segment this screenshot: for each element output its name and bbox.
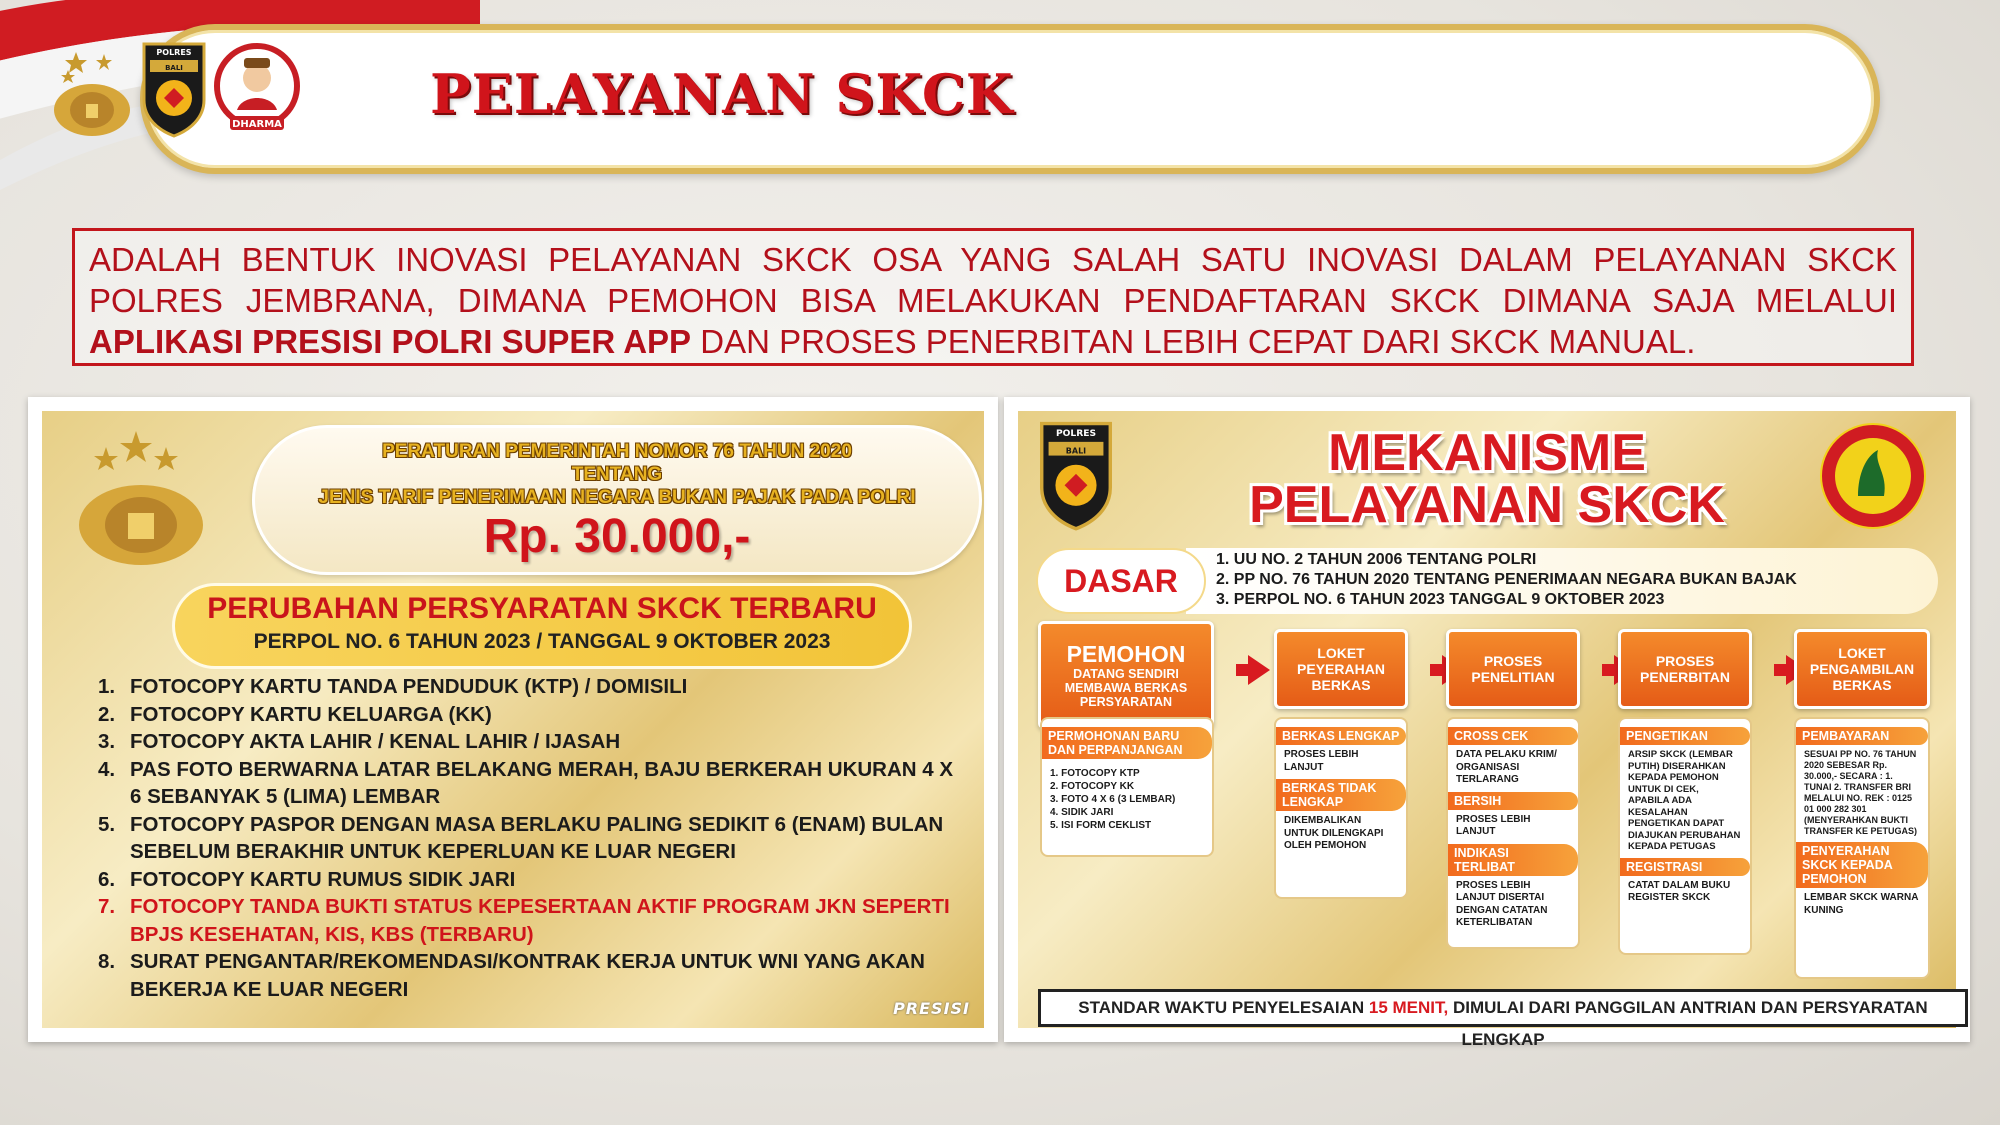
card-pengambilan: PEMBAYARAN SESUAI PP NO. 76 TAHUN 2020 SEBESAR Rp. 30.000,- SECARA : 1. TUNAI 2. TRANSFER BRI MELALUI NO. REK : 0125 01 000 282 301 (MENYERAHKAN BUKTI TRANSFER KE PETUGAS) PENYERAHAN SKCK KEPADA PEMOHON LEMBAR SKCK WARNA KUNING: [1794, 717, 1930, 979]
dharma-mascot-badge-icon: [212, 42, 302, 134]
badge-text-bali: BALI: [1065, 446, 1087, 456]
arrow-right-icon: [1248, 655, 1270, 685]
step-pemohon: [1038, 621, 1214, 729]
presisi-brand: PRESISI: [893, 999, 970, 1018]
requirements-panel: [28, 397, 998, 1042]
page-title: PELAYANAN SKCK: [430, 62, 1014, 126]
regulation-line-2: TENTANG: [571, 464, 663, 485]
requirements-subtitle: PERPOL NO. 6 TAHUN 2023 / TANGGAL 9 OKTOBER 2023: [253, 630, 831, 653]
police-emblem-icon: [66, 425, 216, 575]
police-star-emblem-icon: [46, 44, 138, 144]
intro-description: [72, 228, 1914, 366]
list-item: 5. ISI FORM CEKLIST: [1050, 820, 1152, 831]
polres-jembrana-badge-icon: [140, 40, 208, 138]
card-permohonan-list: [1048, 763, 1206, 836]
mechanism-panel: [1004, 397, 1970, 1049]
card-penerbitan: PENGETIKAN ARSIP SKCK (LEMBAR PUTIH) DISERAHKAN KEPADA PEMOHON UNTUK DI CEK, APABILA ADA KESALAHAN PENGETIKAN DAPAT DIAJUKAN PERUBAHAN KEPADA PETUGAS REGISTRASI CATAT DALAM BUKU REGISTER SKCK: [1618, 717, 1752, 955]
badge-text-bali: BALI: [165, 64, 183, 72]
intro-text-part2: DAN PROSES PENERBITAN LEBIH CEPAT DARI SKCK MANUAL.: [700, 323, 1696, 360]
list-item: 8. SURAT PENGANTAR/REKOMENDASI/KONTRAK KERJA UNTUK WNI YANG AKAN BEKERJA KE LUAR NEGERI: [98, 950, 925, 1001]
card-permohonan: PERMOHONAN BARU DAN PERPANJANGAN 1. FOTOCOPY KTP 2. FOTOCOPY KK 3. FOTO 4 X 6 (3 LEMBAR) 4. SIDIK JARI 5. ISI FORM CEKLIST: [1040, 717, 1214, 857]
service-time-footer: STANDAR WAKTU PENYELESAIAN 15 MENIT, DIMULAI DARI PANGGILAN ANTRIAN DAN PERSYARATAN LENGKAP: [1038, 989, 1968, 1027]
list-item: 2. FOTOCOPY KARTU KELUARGA (KK): [98, 702, 492, 726]
list-item: 4. SIDIK JARI: [1050, 807, 1114, 818]
requirements-title: PERUBAHAN PERSYARATAN SKCK TERBARU: [207, 592, 877, 625]
list-item: 7. FOTOCOPY TANDA BUKTI STATUS KEPESERTAAN AKTIF PROGRAM JKN SEPERTI BPJS KESEHATAN, KIS, KBS (TERBARU): [98, 895, 950, 946]
dasar-section: [1036, 548, 1938, 614]
intro-text-part1: ADALAH BENTUK INOVASI PELAYANAN SKCK OSA YANG SALAH SATU INOVASI DALAM PELAYANAN SKCK POLRES JEMBRANA, DIMANA PEMOHON BISA MELAKUKAN PENDAFTARAN SKCK DIMANA SAJA MELALUI: [89, 241, 1897, 319]
badge-text-polres: POLRES: [156, 48, 192, 57]
list-item: 3. FOTOCOPY AKTA LAHIR / KENAL LAHIR / IJASAH: [98, 730, 621, 753]
regulation-pill: [252, 425, 982, 575]
step-loket-penyerahan: LOKET PEYERAHAN BERKAS: [1274, 629, 1408, 709]
dharma-label: DHARMA: [232, 119, 282, 130]
step-pemohon-sub: DATANG SENDIRI MEMBAWA BERKAS PERSYARATAN: [1064, 667, 1188, 709]
step-proses-penerbitan: PROSES PENERBITAN: [1618, 629, 1752, 709]
list-item: 5. FOTOCOPY PASPOR DENGAN MASA BERLAKU PALING SEDIKIT 6 (ENAM) BULAN SEBELUM BERAKHIR UNTUK KEPERLUAN KE LUAR NEGERI: [98, 812, 944, 863]
step-proses-penelitian: PROSES PENELITIAN: [1446, 629, 1580, 709]
price-label: Rp. 30.000,-: [483, 510, 751, 563]
dasar-label: DASAR: [1036, 548, 1206, 614]
list-item: 3. PERPOL NO. 6 TAHUN 2023 TANGGAL 9 OKTOBER 2023: [1216, 591, 1665, 608]
card-berkas: BERKAS LENGKAP PROSES LEBIH LANJUT BERKAS TIDAK LENGKAP DIKEMBALIKAN UNTUK DILENGKAPI OLEH PEMOHON: [1274, 717, 1408, 899]
list-item: 1. UU NO. 2 TAHUN 2006 TENTANG POLRI: [1216, 551, 1537, 568]
requirements-header: [172, 583, 912, 669]
card-penelitian: CROSS CEK DATA PELAKU KRIM/ ORGANISASI TERLARANG BERSIH PROSES LEBIH LANJUT INDIKASI TERLIBAT PROSES LEBIH LANJUT DISERTAI DENGAN CATATAN KETERLIBATAN: [1446, 717, 1580, 949]
intro-highlight: APLIKASI PRESISI POLRI SUPER APP: [89, 323, 692, 360]
list-item: 1. FOTOCOPY KARTU TANDA PENDUDUK (KTP) / DOMISILI: [98, 675, 688, 698]
list-item: 2. PP NO. 76 TAHUN 2020 TENTANG PENERIMAAN NEGARA BUKAN BAJAK: [1216, 571, 1797, 588]
list-item: 4. PAS FOTO BERWARNA LATAR BELAKANG MERAH, BAJU BERKERAH UKURAN 4 X 6 SEBANYAK 5 (LIMA) LEMBAR: [98, 757, 954, 808]
step-pemohon-title: PEMOHON: [1066, 641, 1186, 667]
dasar-list: [1186, 548, 1938, 614]
list-item: 6. FOTOCOPY KARTU RUMUS SIDIK JARI: [98, 867, 516, 891]
step-loket-pengambilan: LOKET PENGAMBILAN BERKAS: [1794, 629, 1930, 709]
list-item: 2. FOTOCOPY KK: [1050, 781, 1135, 792]
regulation-line-3: JENIS TARIF PENERIMAAN NEGARA BUKAN PAJAK PADA POLRI: [318, 487, 916, 508]
list-item: 3. FOTO 4 X 6 (3 LEMBAR): [1050, 794, 1176, 805]
requirements-list: [98, 673, 958, 1003]
mechanism-title-line-1: MEKANISME: [1328, 424, 1646, 482]
badge-text-polres: POLRES: [1055, 429, 1097, 440]
mechanism-title-line-2: PELAYANAN SKCK: [1249, 476, 1725, 534]
list-item: 1. FOTOCOPY KTP: [1050, 768, 1140, 779]
regulation-line-1: PERATURAN PEMERINTAH NOMOR 76 TAHUN 2020: [382, 441, 852, 462]
